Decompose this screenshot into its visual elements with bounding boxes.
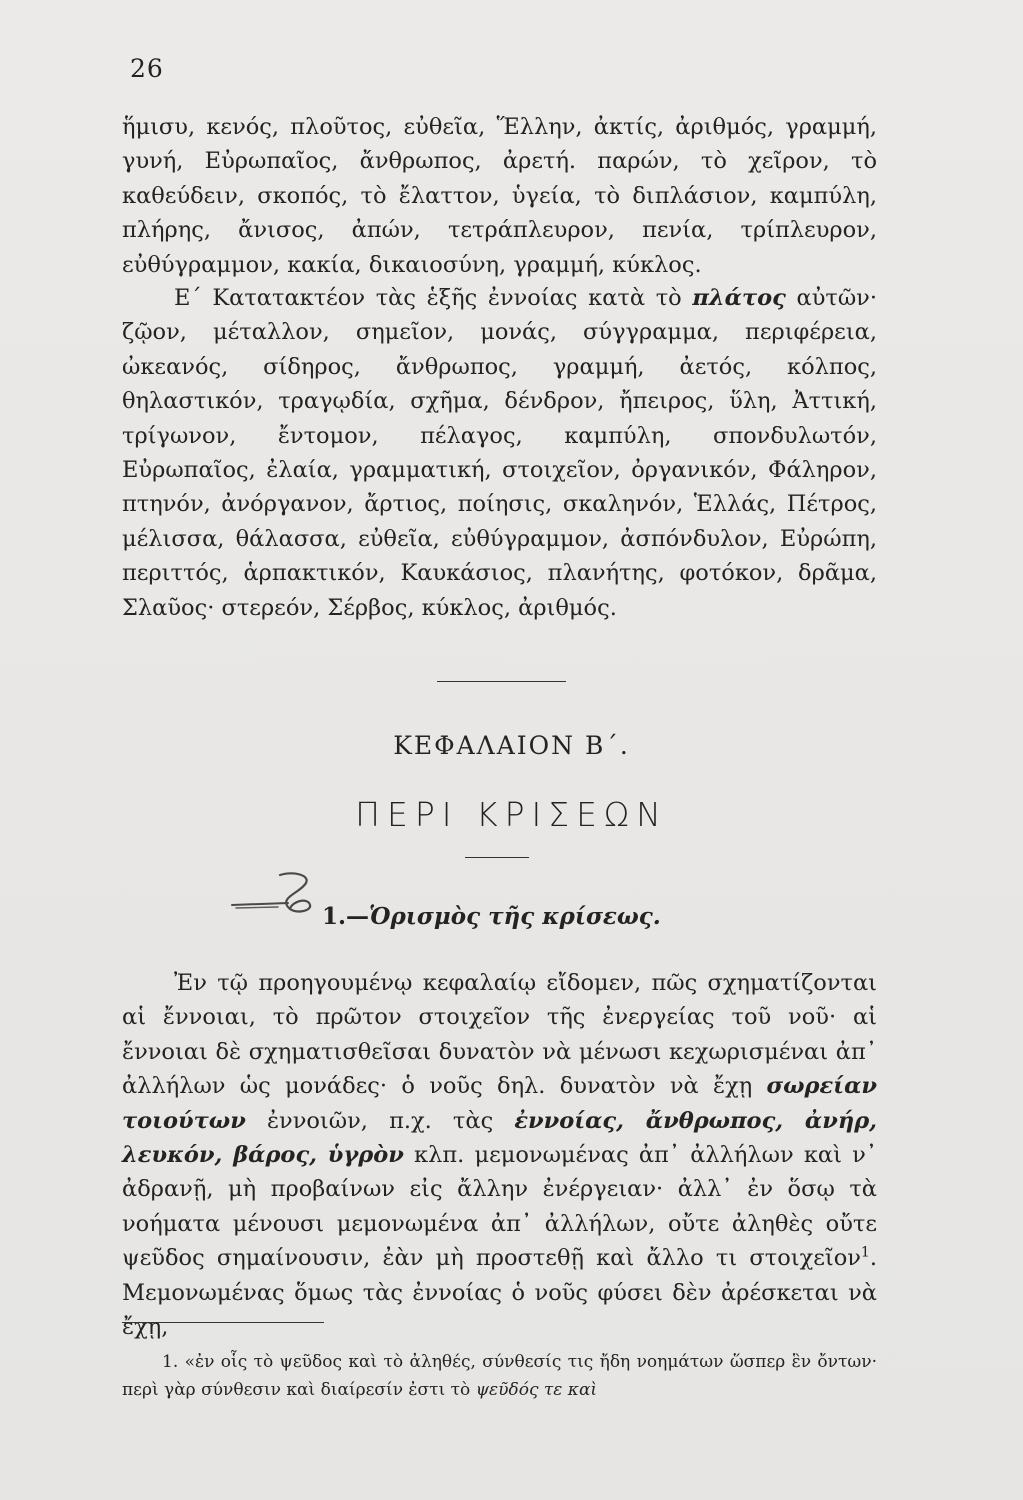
footnote-body xyxy=(122,1348,877,1404)
paragraph-3-emphasis-1: σωρείαν τοιούτων xyxy=(122,1073,877,1134)
paragraph-exercise-e xyxy=(122,281,877,625)
paragraph-definition xyxy=(122,966,877,1344)
paragraph-2-emphasis: πλάτος xyxy=(692,285,786,311)
paragraph-3-t1: Ἐν τῷ προηγουμένῳ κεφαλαίῳ εἴδομεν, πῶς σχηματίζονται αἱ ἔννοιαι, τὸ πρῶτον στοιχεῖον τῆς ἐνεργείας τοῦ νοῦ· αἱ ἔννοιαι δὲ σχηματισθεῖσαι δυνατὸν νὰ μένωσι κεχωρισμέναι ἀπ᾽ ἀλλήλων ὡς μονάδες· ὁ νοῦς δηλ. δυνατὸν νὰ ἔχῃ xyxy=(122,970,877,1100)
paragraph-2-after: αὐτῶν· ζῷον, μέταλλον, σημεῖον, μονάς, σύγγραμμα, περιφέρεια, ὠκεανός, σίδηρος, ἄνθρωπος, γραμμή, ἀετός, κόλπος, θηλαστικόν, τραγῳδία, σχῆμα, δένδρον, ἤπειρος, ὕλη, Ἀττική, τρίγωνον, ἔντομον, πέλαγος, καμπύλη, σπονδυλωτόν, Εὐρωπαῖος, ἐλαία, γραμματική, στοιχεῖον, ὀργανικόν, Φάληρον, πτηνόν, ἀνόργανον, ἄρτιος, ποίησις, σκαληνόν, Ἑλλάς, Πέτρος, μέλισσα, θάλασσα, εὐθεῖα, εὐθύγραμμον, ἀσπόνδυλον, Εὐρώπη, περιττός, ἁρπακτικόν, Καυκάσιος, πλανήτης, φοτόκον, δρᾶμα, Σλαῦος· στερεόν, Σέρβος, κύκλος, ἀριθμός. xyxy=(122,285,877,621)
paragraph-1-text: ἥμισυ, κενός, πλοῦτος, εὐθεῖα, Ἕλλην, ἀκτίς, ἀριθμός, γραμμή, γυνή, Εὐρωπαῖος, ἄνθρωπος, ἀρετή. παρών, τὸ χεῖρον, τὸ καθεύδειν, σκοπός, τὸ ἔλαττον, ὑγεία, τὸ διπλάσιον, καμπύλη, πλήρης, ἄνισος, ἀπών, τετράπλευρον, πενία, τρίπλευρον, εὐθύγραμμον, κακία, δικαιοσύνη, γραμμή, κύκλος. xyxy=(122,114,877,278)
footnote-separator xyxy=(122,1322,324,1323)
page-number: 26 xyxy=(130,54,164,83)
chapter-title-underline xyxy=(465,857,529,858)
pencil-mark-icon xyxy=(228,867,328,927)
paragraph-word-list-1 xyxy=(122,110,877,282)
paragraph-3-t3: κλπ. μεμονωμένας ἀπ᾽ ἀλλήλων καὶ ν᾽ ἀδρανῇ, μὴ προβαίνων εἰς ἄλλην ἐνέργειαν· ἀλλ᾽ ἐν ὅσῳ τὰ νοήματα μένουσι μεμονωμένα ἀπ᾽ ἀλλήλων, οὔτε ἀληθὲς οὔτε ψεῦδος σημαίνουσιν, ἐὰν μὴ προστεθῇ καὶ ἄλλο τι στοιχεῖον xyxy=(122,1142,878,1272)
footnote-number: 1. xyxy=(162,1352,179,1372)
section-heading xyxy=(322,903,661,930)
footnote-marker: 1 xyxy=(860,1244,870,1261)
footnote xyxy=(122,1348,877,1404)
paragraph-3-t4: . Μεμονωμένας ὅμως τὰς ἐννοίας ὁ νοῦς φύσει δὲν ἀρέσκεται νὰ ἔχῃ, xyxy=(122,1245,877,1341)
section-divider-top xyxy=(437,681,566,682)
chapter-title: ΠΕΡΙ ΚΡΙΣΕΩΝ xyxy=(355,795,668,834)
paragraph-3-emphasis-2: ἐννοίας, ἄνθρωπος, ἀνήρ, λευκόν, βάρος, ὑγρὸν xyxy=(122,1107,877,1169)
footnote-text: «ἐν οἷς τὸ ψεῦδος καὶ τὸ ἀληθές, σύνθεσίς τις ἤδη νοημάτων ὥσπερ ἓν ὄντων· περὶ γὰρ σύνθεσιν καὶ διαίρεσίν ἐστι τὸ xyxy=(122,1352,877,1400)
section-title: Ὁρισμὸς τῆς κρίσεως. xyxy=(369,903,661,930)
footnote-emphasis: ψεῦδός τε καὶ xyxy=(475,1380,598,1400)
section-number: 1.— xyxy=(322,903,370,930)
paragraph-3-t2: ἐννοιῶν, π.χ. τὰς xyxy=(245,1107,515,1134)
chapter-label: ΚΕΦΑΛΑΙΟΝ Β΄. xyxy=(393,731,630,760)
paragraph-2-before: Ε΄ Κατατακτέον τὰς ἑξῆς ἐννοίας κατὰ τὸ xyxy=(174,285,693,311)
